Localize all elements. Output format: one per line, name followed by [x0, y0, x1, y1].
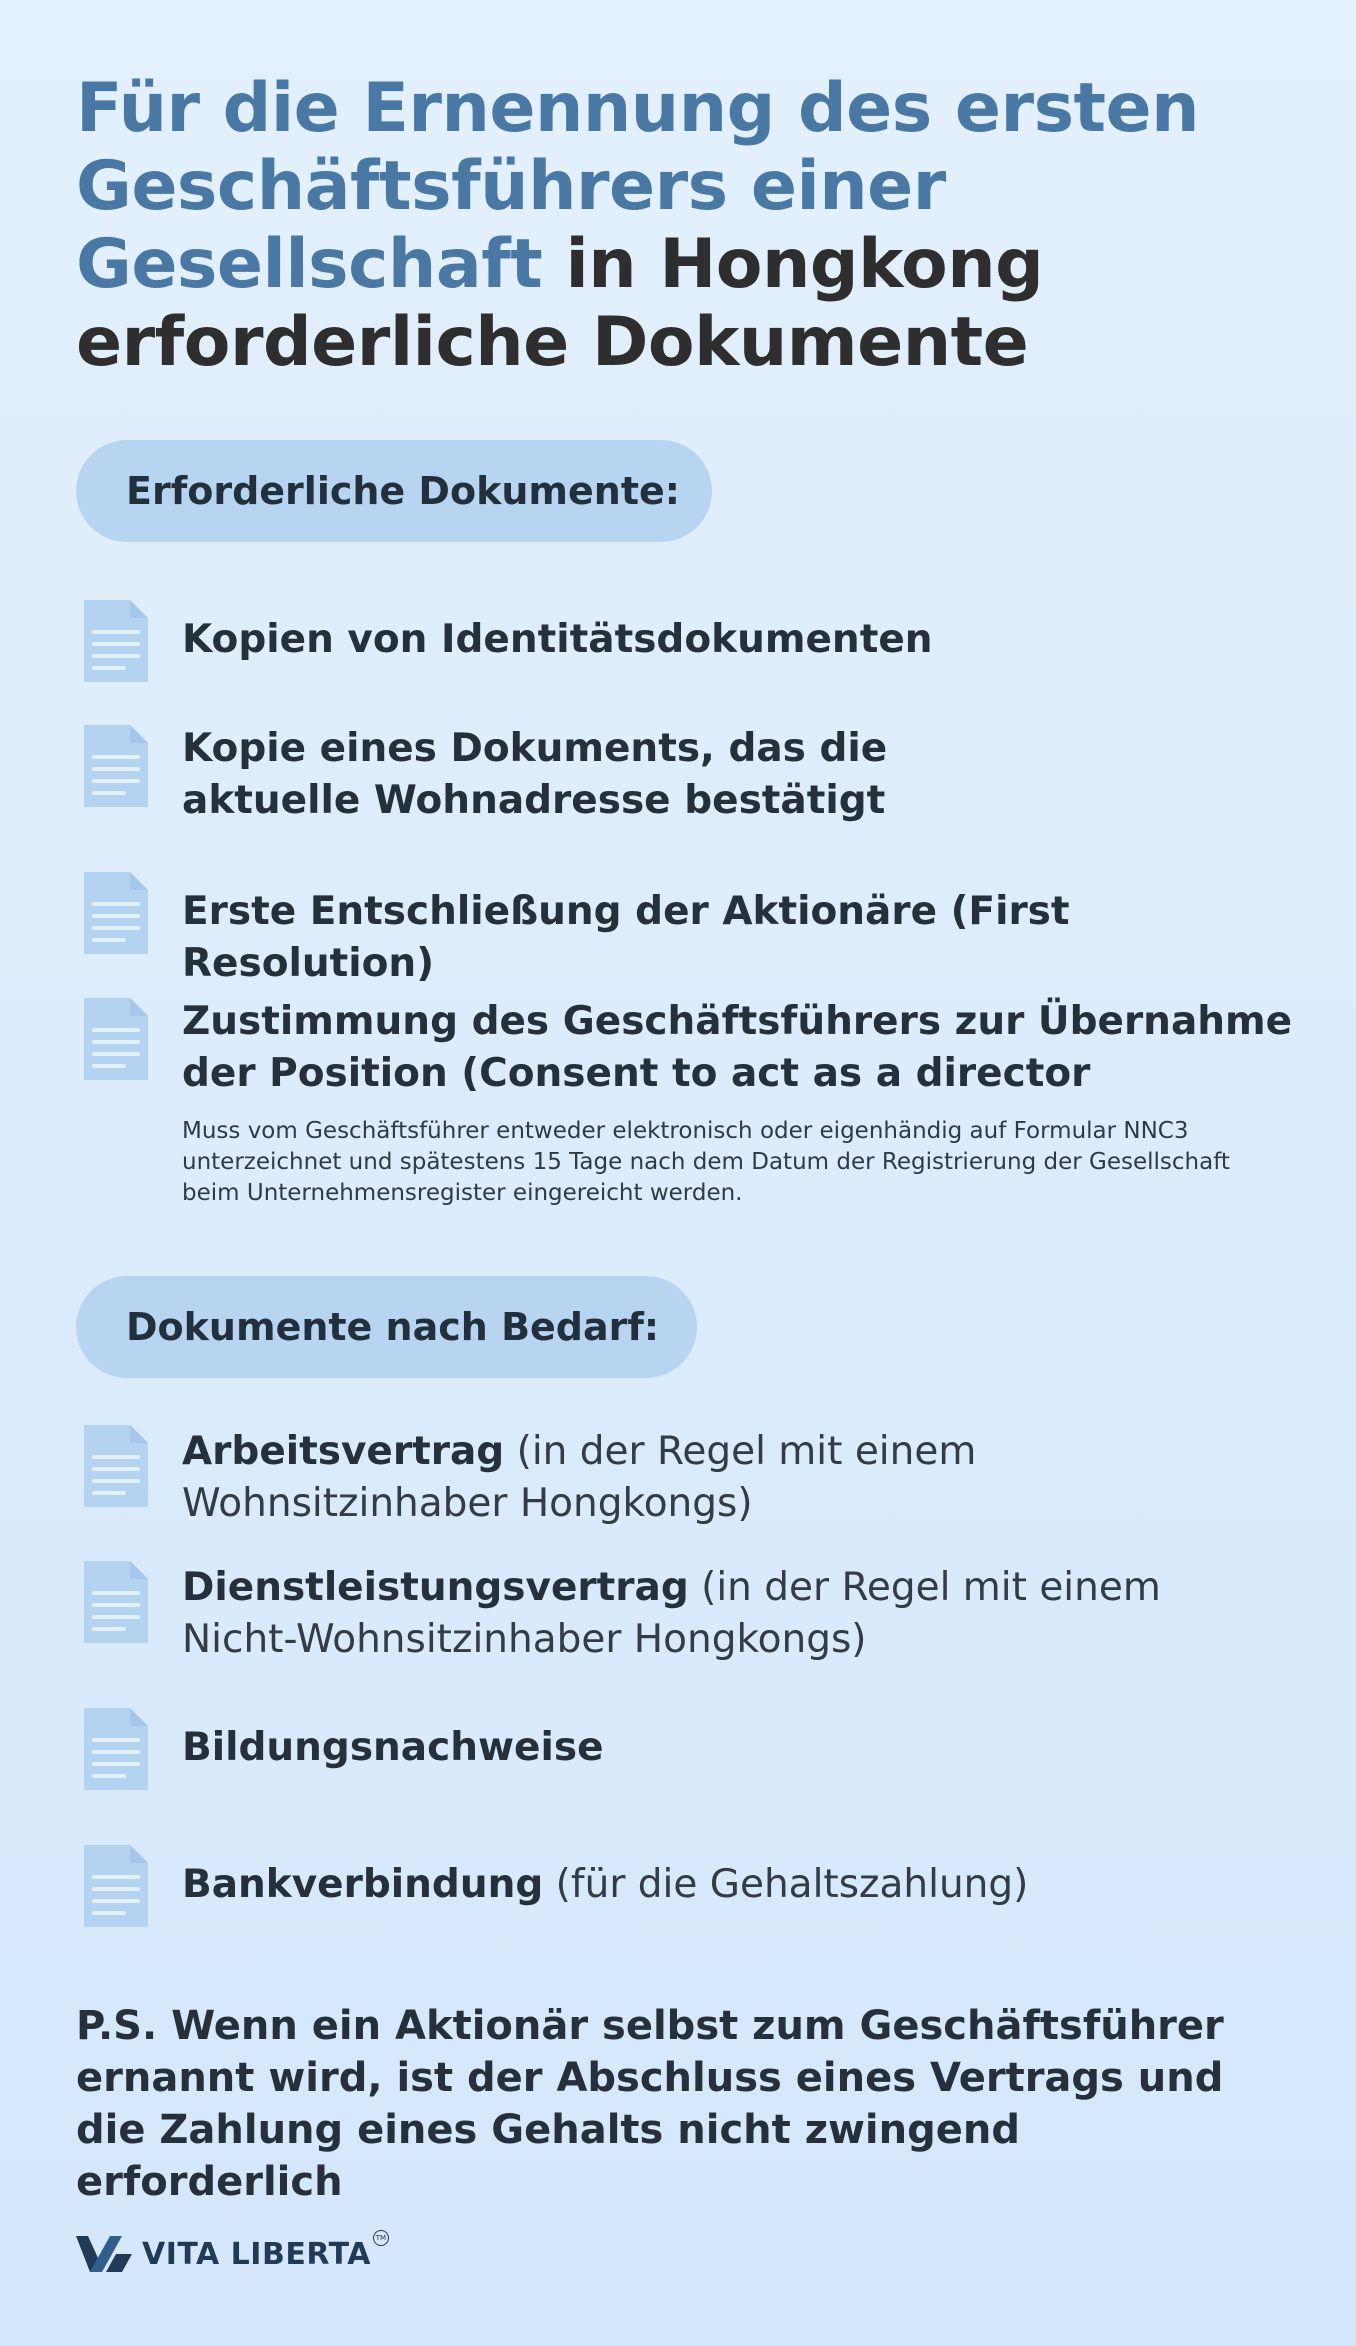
section-heading-required-label: Erforderliche Dokumente: — [126, 469, 680, 513]
list-item-text — [182, 614, 1302, 666]
ps-note: P.S. Wenn ein Aktionär selbst zum Geschäftsführer ernannt wird, ist der Abschluss eines Vertrags und die Zahlung eines Gehalts nicht zwingend erforderlich — [76, 2003, 1224, 2205]
document-icon — [84, 1845, 148, 1927]
trademark-symbol: TM — [373, 2230, 389, 2246]
page-title — [76, 70, 1276, 382]
list-item-bold: Kopien von Identitätsdokumenten — [182, 617, 933, 662]
list-item-detail: (in der Regel mit einem Nicht-Wohnsitzinhaber Hongkongs) — [182, 1565, 1161, 1662]
list-item-bold: Zustimmung des Geschäftsführers zur Übernahme der Position (Consent to act as a director — [182, 999, 1293, 1096]
list-item-text — [182, 886, 1302, 990]
list-item-bold: Bildungsnachweise — [182, 1725, 604, 1770]
page-title-highlight: Für die Ernennung des ersten Geschäftsführers einer Gesellschaft — [76, 69, 1200, 304]
brand-logo — [76, 2232, 389, 2276]
document-icon — [84, 725, 148, 807]
list-item-bold: Kopie eines Dokuments, das die aktuelle Wohnadresse bestätigt — [182, 726, 888, 823]
section-heading-optional — [76, 1276, 697, 1378]
document-icon — [84, 1561, 148, 1643]
list-item-note: Muss vom Geschäftsführer entweder elektronisch oder eigenhändig auf Formular NNC3 unterzeichnet und spätestens 15 Tage nach dem Datum der Registrierung der Gesellschaft beim Unternehmensregister eingereicht werden. — [182, 1118, 1230, 1206]
section-heading-optional-label: Dokumente nach Bedarf: — [126, 1305, 660, 1349]
page-title-rest: in Hongkong erforderliche Dokumente — [76, 225, 1044, 382]
section-heading-required — [76, 440, 712, 542]
document-icon — [84, 872, 148, 954]
list-item-detail: (für die Gehaltszahlung) — [543, 1862, 1029, 1907]
document-icon — [84, 998, 148, 1080]
list-item-text — [182, 1562, 1222, 1666]
list-item-bold: Bankverbindung — [182, 1862, 544, 1907]
document-icon — [84, 1425, 148, 1507]
list-item-bold: Arbeitsvertrag — [182, 1429, 505, 1474]
list-item-detail: (in der Regel mit einem Wohnsitzinhaber Hongkongs) — [182, 1429, 977, 1526]
list-item-text — [182, 1722, 1302, 1774]
list-item-text — [182, 1859, 1302, 1911]
list-item-text — [182, 1426, 1062, 1530]
document-icon — [84, 1708, 148, 1790]
list-item-bold: Erste Entschließung der Aktionäre (First Resolution) — [182, 889, 1070, 986]
list-item-text — [182, 996, 1312, 1100]
brand-logo-text: VITA LIBERTA — [142, 2236, 371, 2272]
vita-liberta-logo-icon — [76, 2234, 134, 2274]
list-item-bold: Dienstleistungsvertrag — [182, 1565, 689, 1610]
list-item-text — [182, 723, 1062, 827]
document-icon — [84, 600, 148, 682]
